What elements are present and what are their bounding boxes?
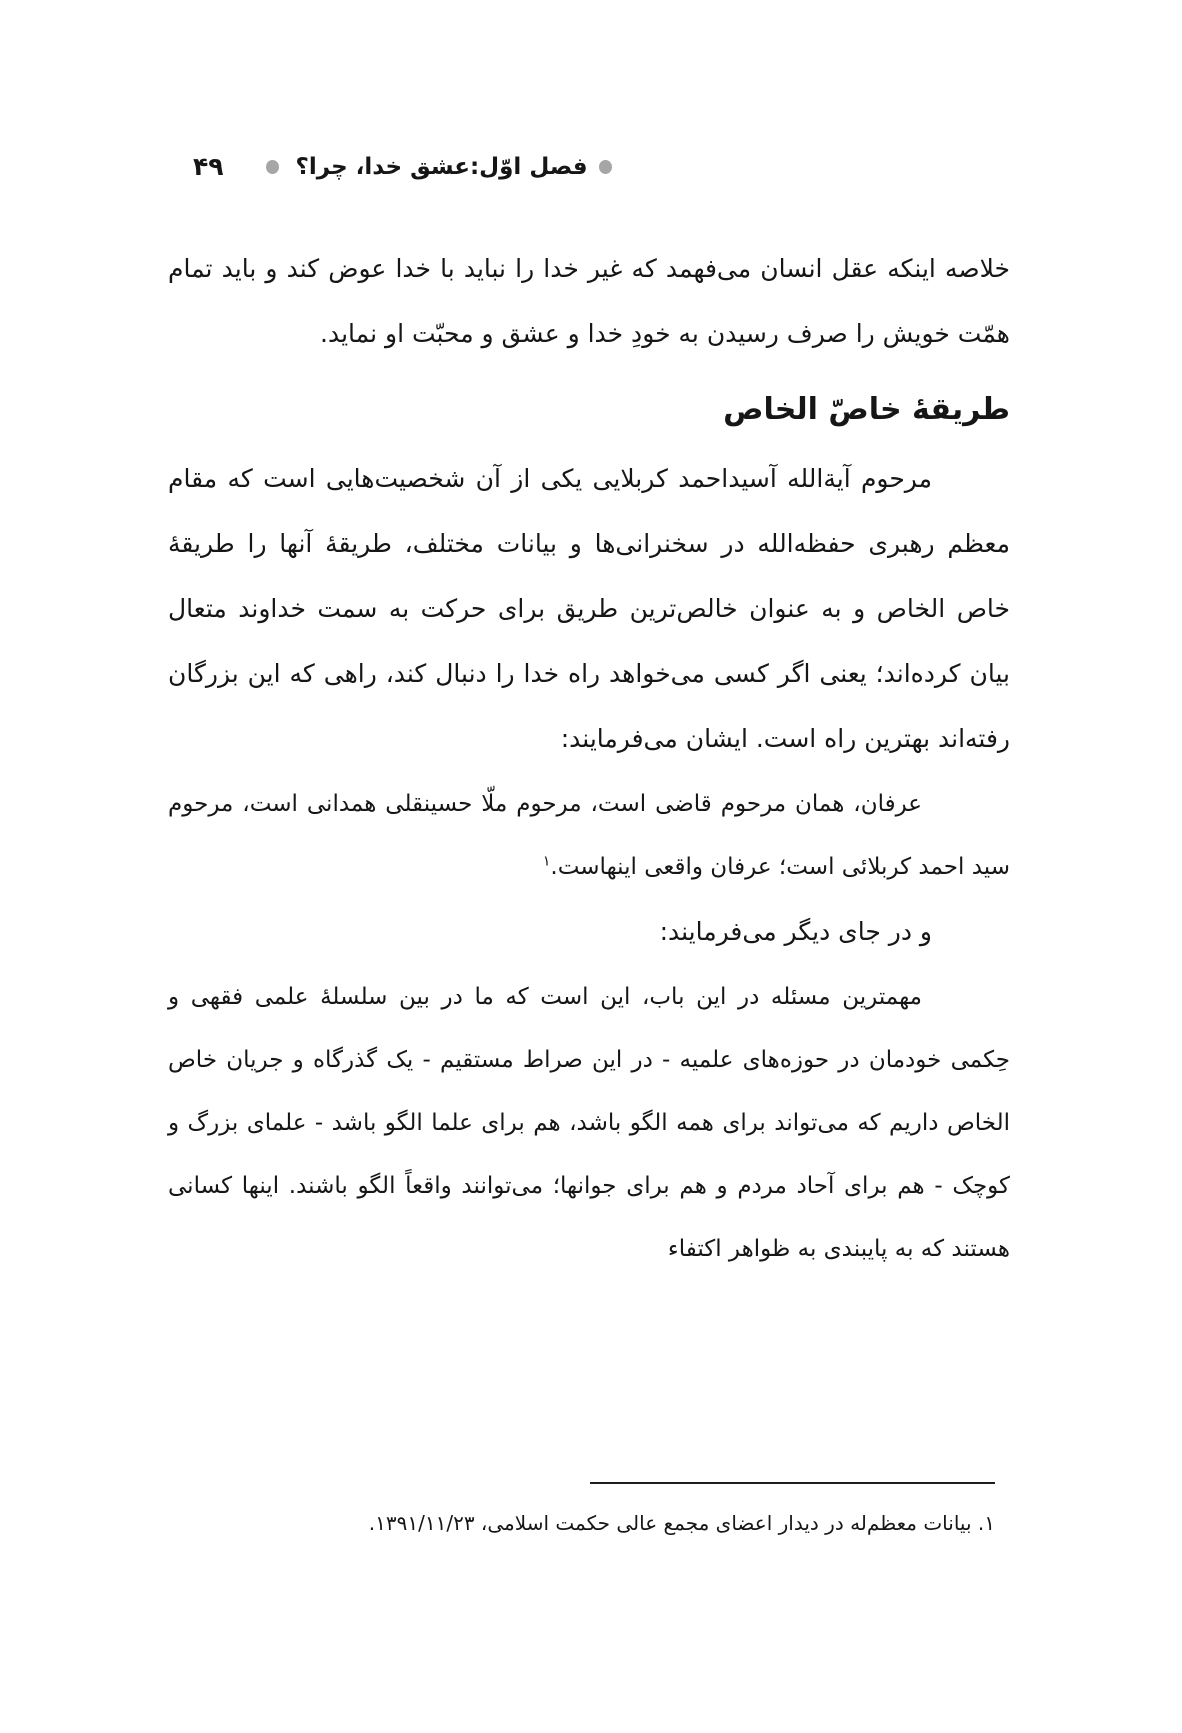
paragraph-connector: و در جای دیگر می‌فرمایند: <box>659 917 932 946</box>
footnote: ۱. بیانات معظم‌له در دیدار اعضای مجمع عالی حکمت اسلامی، ۱۳۹۱/۱۱/۲۳. <box>368 1511 995 1535</box>
page-number: ۴۹ <box>193 152 224 181</box>
quote-1-text: عرفان، همان مرحوم قاضی است، مرحوم ملّا حسینقلی همدانی است، مرحوم سید احمد کربلائی است؛ عرفان واقعی اینهاست. <box>168 791 1010 880</box>
header-bullet-icon <box>599 160 612 174</box>
paragraph-intro: مرحوم آیة‌الله آسیداحمد کربلایی یکی از آن شخصیت‌هایی است که مقام معظم رهبری حفظه‌الله در سخنرانی‌ها و بیانات مختلف، طریقهٔ آنها را طریقهٔ خاص الخاص و به عنوان خالص‌ترین طریق برای حرکت به سمت خداوند متعال بیان کرده‌اند؛ یعنی اگر کسی می‌خواهد راه خدا را دنبال کند، راهی که این بزرگان رفته‌اند بهترین راه است. ایشان می‌فرمایند: <box>168 464 1010 753</box>
footnote-separator <box>590 1482 995 1484</box>
header-bullet-icon <box>266 160 279 174</box>
quote-block-1 <box>168 773 1010 899</box>
chapter-title: فصل اوّل:عشق خدا، چرا؟ <box>295 153 588 180</box>
page-body <box>168 236 1010 1281</box>
paragraph-conclusion: خلاصه اینکه عقل انسان می‌فهمد که غیر خدا را نباید با خدا عوض کند و باید تمام همّت خویش را صرف رسیدن به خودِ خدا و عشق و محبّت او نماید. <box>168 254 1010 348</box>
quote-block-2: مهمترین مسئله در این باب، این است که ما در بین سلسلهٔ علمی فقهی و حِکمی خودمان در حوزه‌های علمیه - در این صراط مستقیم - یک گذرگاه و جریان خاص الخاص داریم که می‌تواند برای همه الگو باشد، هم برای علما الگو باشد - علمای بزرگ و کوچک - هم برای آحاد مردم و هم برای جوانها؛ می‌توانند واقعاً الگو باشند. اینها کسانی هستند که به پایبندی به ظواهر اکتفاء <box>168 984 1010 1262</box>
footnote-marker: ۱ <box>542 853 551 870</box>
section-heading: طریقهٔ خاصّ الخاص <box>723 392 1010 427</box>
page-header <box>193 152 612 181</box>
